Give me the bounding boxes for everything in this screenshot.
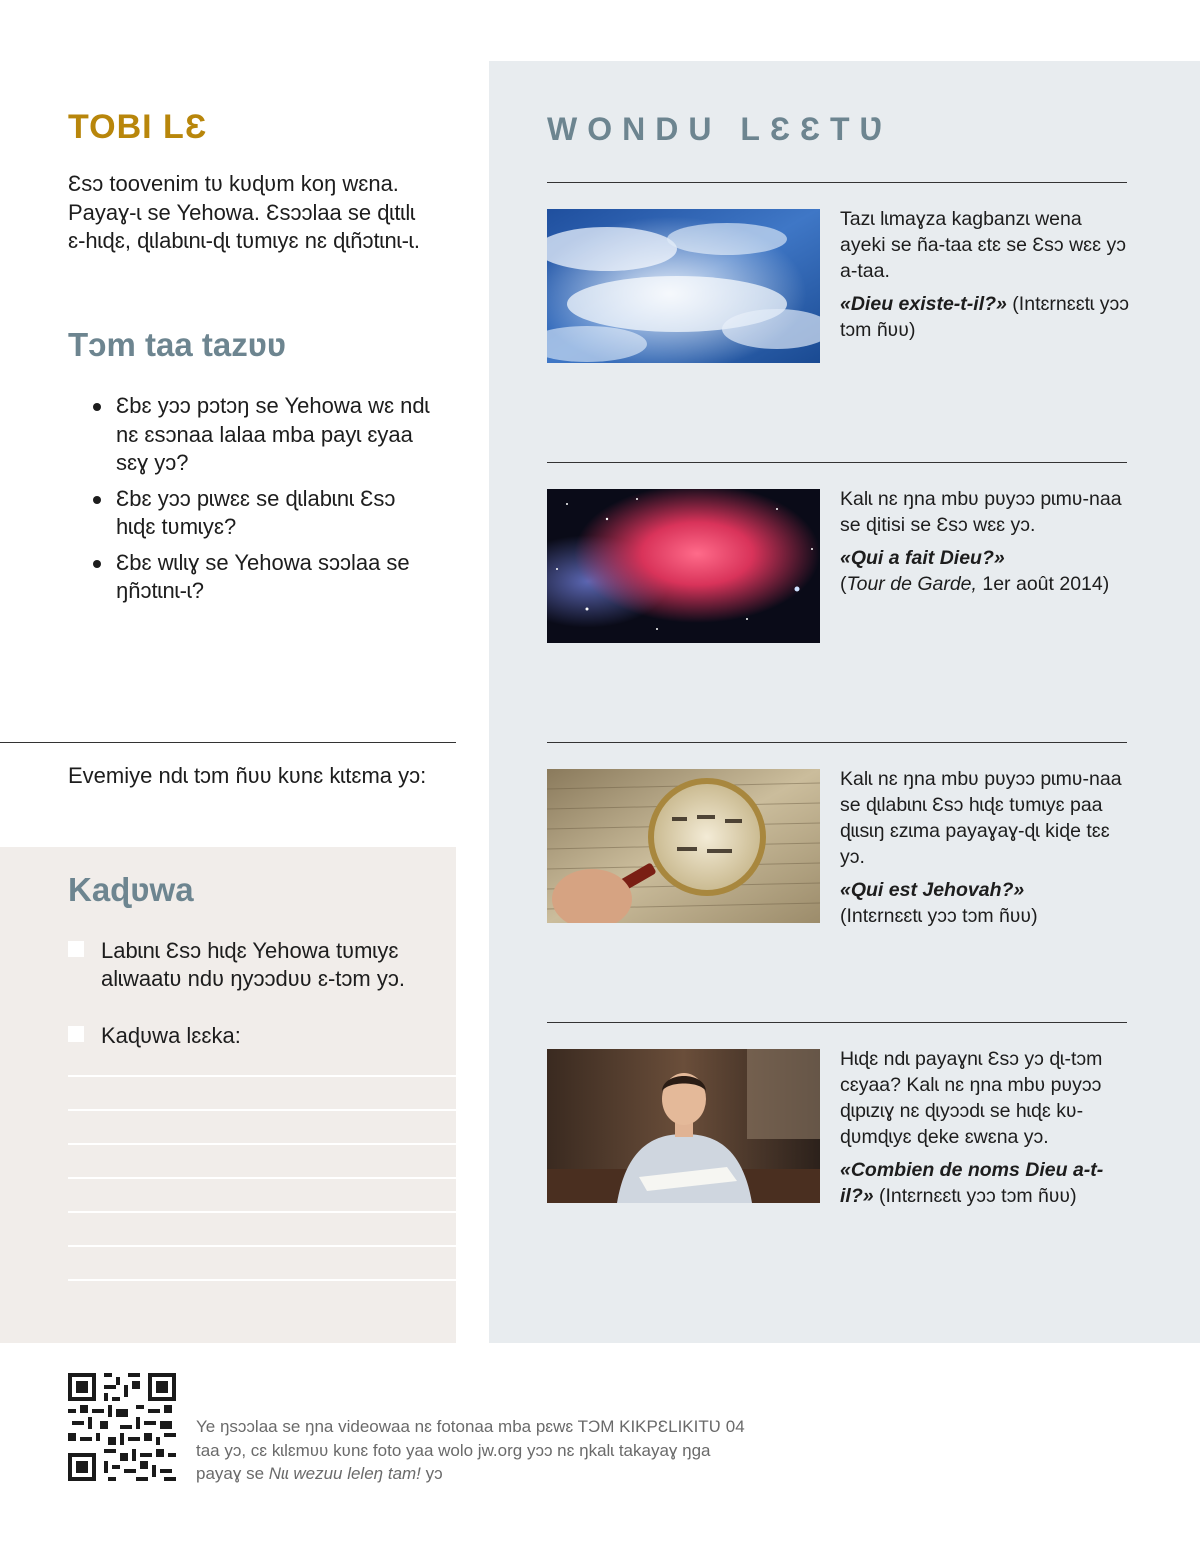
goal-label: Labɩnɩ Ɛsɔ hɩɖɛ Yehowa tʋmɩyɛ alɩwaatʋ ndʋ ŋyɔɔdʋʋ ɛ-tɔm yɔ. xyxy=(101,938,405,991)
explore-item xyxy=(840,1046,1130,1209)
goal-label: Kaɖʋwa lɛɛka: xyxy=(101,1023,241,1048)
divider xyxy=(547,1022,1127,1023)
ref-source-prefix: ( xyxy=(840,573,847,595)
goal-checkbox[interactable] xyxy=(68,941,84,957)
ref-title[interactable]: «Dieu existe-t-il?» xyxy=(840,293,1007,315)
writing-line[interactable] xyxy=(68,1143,456,1145)
review-title: Tɔm taa tazʋʋ xyxy=(68,326,287,363)
footer-text xyxy=(196,1415,756,1486)
explore-panel xyxy=(489,61,1200,1343)
left-column xyxy=(0,0,456,1343)
ref-title[interactable]: «Qui a fait Dieu?» xyxy=(840,547,1005,569)
goal-item xyxy=(68,937,448,993)
explore-item-ref[interactable] xyxy=(840,545,1130,571)
goal-checkbox[interactable] xyxy=(68,1026,84,1042)
divider xyxy=(547,182,1127,183)
ref-title[interactable]: «Qui est Jehovah?» xyxy=(840,879,1025,901)
ref-source: (Intɛrnɛɛtɩ yɔɔ tɔm ñʋʋ) xyxy=(873,1185,1077,1207)
goals-title: Kaɖʋwa xyxy=(68,871,194,908)
explore-item xyxy=(840,766,1130,929)
summary-text: Ɛsɔ toovenim tʋ kʋɖʋm koŋ wɛna. Payaɣ-ɩ se Yehowa. Ɛsɔɔlaa se ɖɩtɩlɩ ɛ-hɩɖɛ, ɖɩlabɩnɩ-ɖɩ tʋmɩyɛ nɛ ɖɩñɔtɩnɩ-ɩ. xyxy=(68,171,420,253)
goal-item xyxy=(68,1022,448,1050)
ref-source-title: Tour de Garde, xyxy=(846,573,977,595)
ref-source xyxy=(840,571,1130,597)
explore-item-text: Hɩɖɛ ndɩ payaɣnɩ Ɛsɔ yɔ ɖɩ-tɔm cɛyaa? Kalɩ nɛ ŋna mbʋ pʋyɔɔ ɖɩpɩzɩɣ nɛ ɖɩyɔɔdɩ se hɩɖɛ kʋ-ɖʋmɖɩyɛ ɖeke ɛwɛna yɔ. xyxy=(840,1048,1103,1148)
explore-item-text: Kalɩ nɛ ŋna mbʋ pʋyɔɔ pɩmʋ-naa se ɖɩlabɩnɩ Ɛsɔ hɩɖɛ tʋmɩyɛ paa ɖɩɩsɩŋ ɛzɩma payaɣaɣ-ɖɩ kiɖe tɛɛ yɔ. xyxy=(840,768,1122,868)
writing-line[interactable] xyxy=(68,1075,456,1077)
ref-source: (Intɛrnɛɛtɩ yɔɔ tɔm ñʋʋ) xyxy=(840,905,1038,927)
ref-source-date: 1er août 2014) xyxy=(976,573,1110,595)
review-question: Ɛbɛ yɔɔ pɔtɔŋ se Yehowa wɛ ndɩ nɛ ɛsɔnaa lalaa mba payɩ ɛyaa sɛɣ yɔ? xyxy=(90,392,430,478)
some-people-say-prompt: Evemiye ndɩ tɔm ñʋʋ kʋnɛ kɩtɛma yɔ: xyxy=(68,763,427,788)
sky-clouds-image[interactable] xyxy=(547,209,820,363)
footer-text-main: Ye ŋsɔɔlaa se ŋna videowaa nɛ fotonaa mba pɛwɛ TƆM KIKPƐLIKITƲ 04 taa yɔ, cɛ kɩlɛmʋʋ kʋnɛ foto yaa wolo jw.org yɔɔ nɛ ŋkalɩ takayaɣ ŋga payaɣ se xyxy=(196,1417,745,1483)
explore-item xyxy=(840,206,1130,343)
divider xyxy=(547,742,1127,743)
ref-title[interactable]: «Combien de noms Dieu a-t-il?» xyxy=(840,1159,1104,1207)
explore-item-text: Tazɩ lɩmaɣza kagbanzɩ wena ayeki se ña-taa ɛtɛ se Ɛsɔ wɛɛ yɔ a-taa. xyxy=(840,208,1126,282)
writing-line[interactable] xyxy=(68,1109,456,1111)
review-list xyxy=(90,392,430,613)
review-question: Ɛbɛ wɩlɩɣ se Yehowa sɔɔlaa se ŋñɔtɩnɩ-ɩ? xyxy=(90,549,430,606)
divider xyxy=(0,742,456,743)
explore-item xyxy=(840,486,1130,597)
footer-book-title: Nɩɩ wezuu leleŋ tam! xyxy=(268,1464,421,1483)
goals-box xyxy=(0,847,456,1343)
explore-item-ref[interactable] xyxy=(840,291,1130,343)
explore-title: WONDU LƐƐTƲ xyxy=(547,111,893,147)
explore-item-text: Kalɩ nɛ ŋna mbʋ pʋyɔɔ pɩmʋ-naa se ɖitisi se Ɛsɔ wɛɛ yɔ. xyxy=(840,488,1122,536)
explore-item-ref[interactable] xyxy=(840,877,1130,903)
writing-line[interactable] xyxy=(68,1245,456,1247)
explore-item-ref[interactable] xyxy=(840,1157,1130,1209)
man-reading-image[interactable] xyxy=(547,1049,820,1203)
summary-title: TOBI LƐ xyxy=(68,108,208,146)
magnifying-glass-image[interactable] xyxy=(547,769,820,923)
writing-line[interactable] xyxy=(68,1279,456,1281)
nebula-image[interactable] xyxy=(547,489,820,643)
footer-text-end: yɔ xyxy=(420,1464,443,1483)
writing-line[interactable] xyxy=(68,1211,456,1213)
ref-source: (Intɛrnɛɛtɩ yɔɔ tɔm ñʋʋ) xyxy=(840,293,1130,341)
writing-line[interactable] xyxy=(68,1177,456,1179)
divider xyxy=(547,462,1127,463)
review-question: Ɛbɛ yɔɔ pɩwɛɛ se ɖɩlabɩnɩ Ɛsɔ hɩɖɛ tʋmɩyɛ? xyxy=(90,485,430,542)
qr-code-icon[interactable] xyxy=(68,1373,176,1481)
